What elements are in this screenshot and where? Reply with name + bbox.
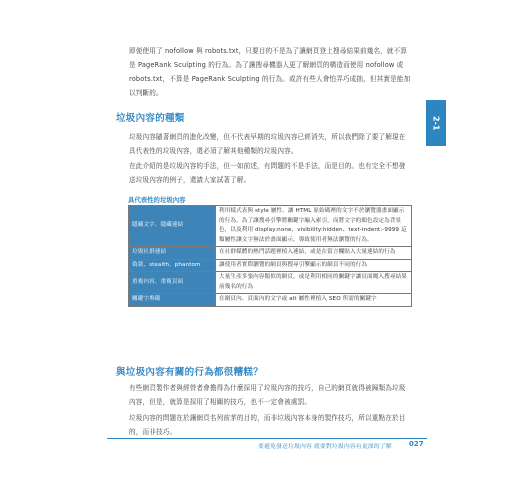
spam-types-paragraph-2: 在此介紹的是垃圾內容的手法，但一如前述，有問題的不是手法，而是目的。也有完全不想發送垃圾內容的例子，還請大家試著了解。 xyxy=(129,162,406,184)
table-row xyxy=(129,206,412,247)
table-term-cell: 關鍵字堆砌 xyxy=(129,294,216,307)
table-description-cell: 利用樣式表與 style 屬性，讓 HTML 原始碼裡的文字不於瀏覽器畫面顯示的行為。為了讓搜尋引擎將關鍵字編入索引，而將文字的顏色設定為背景色，以及利用 display:none、visibility:hidden、text-indent:-9999 這類屬性讓文字無法於畫面顯示，導致使用者無法瀏覽的行為。 xyxy=(216,206,412,247)
spam-behavior-paragraph-1: 有些網頁製作者與經營者會擔得為什麼採用了垃圾內容的技巧，自己的網頁就得被歸類為垃圾內容，但是，就算是採用了相關的技巧，也不一定會被處罰。 xyxy=(129,384,406,406)
spam-types-paragraph-1: 垃圾內容隨著網頁的進化改變，但不代表早期的垃圾內容已經消失，所以我們除了要了解現在具代表性的垃圾內容，還必須了解其他種類的垃圾內容。 xyxy=(129,133,406,155)
section-heading-spam-types: 垃圾內容的種類 xyxy=(116,113,185,124)
table-term-cell: 隱藏文字、隱藏連結 xyxy=(129,206,216,247)
table-row xyxy=(129,294,412,307)
running-footer-title: 要避免發送垃圾內容 就要對垃圾內容有更深的了解 xyxy=(258,444,392,450)
table-caption: 具代表性的垃圾內容 xyxy=(128,196,186,204)
table-description-cell: 大量生產多張內容類似的網頁，或是利用相同的關鍵字讓頁面闖入搜尋結果前幾名的行為 xyxy=(216,272,412,294)
spam-behavior-paragraph-2: 垃圾內容的問題在於讓網頁名列前茅的目的，而非垃圾內容本身的製作技巧，所以重點在於目的，而非技巧。 xyxy=(129,414,406,436)
page-number: 027 xyxy=(409,440,424,448)
table-row xyxy=(129,259,412,272)
table-description-cell: 讓使用者實際瀏覽的網頁與搜尋引擎顯示的網頁不同的行為 xyxy=(216,259,412,272)
table-description-cell: 在社群媒體的熱門話題裡植入連結，或是在留言欄貼入大量連結的行為 xyxy=(216,247,412,260)
table-term-cell: 垃圾社群連結 xyxy=(129,247,216,260)
table-row xyxy=(129,272,412,294)
table-description-cell: 在網頁內、頁面內的文字或 alt 屬性裡植入 SEO 所需的關鍵字 xyxy=(216,294,412,307)
footer-divider xyxy=(107,438,427,439)
intro-paragraph: 即便使用了 nofollow 與 robots.txt，只要目的不是為了讓網頁登上搜尋結果前幾名，就不算是 PageRank Sculpting 的行為。為了讓搜尋機器人更了解網頁的構造而使用 nofollow 或 robots.txt，不算是 PageRank Sculpting 的行為。或許有些人會怕弄巧成拙，但其實是能加以判斷的。 xyxy=(129,47,411,97)
section-heading-spam-behavior: 與垃圾內容有關的行為都很糟糕？ xyxy=(116,367,264,378)
table-term-cell: 重複內容、重複頁面 xyxy=(129,272,216,294)
spam-techniques-table xyxy=(128,205,412,307)
table-term-cell: 偽裝、stealth、phantom xyxy=(129,259,216,272)
table-row xyxy=(129,247,412,260)
chapter-tab: 2-1 xyxy=(426,100,446,146)
